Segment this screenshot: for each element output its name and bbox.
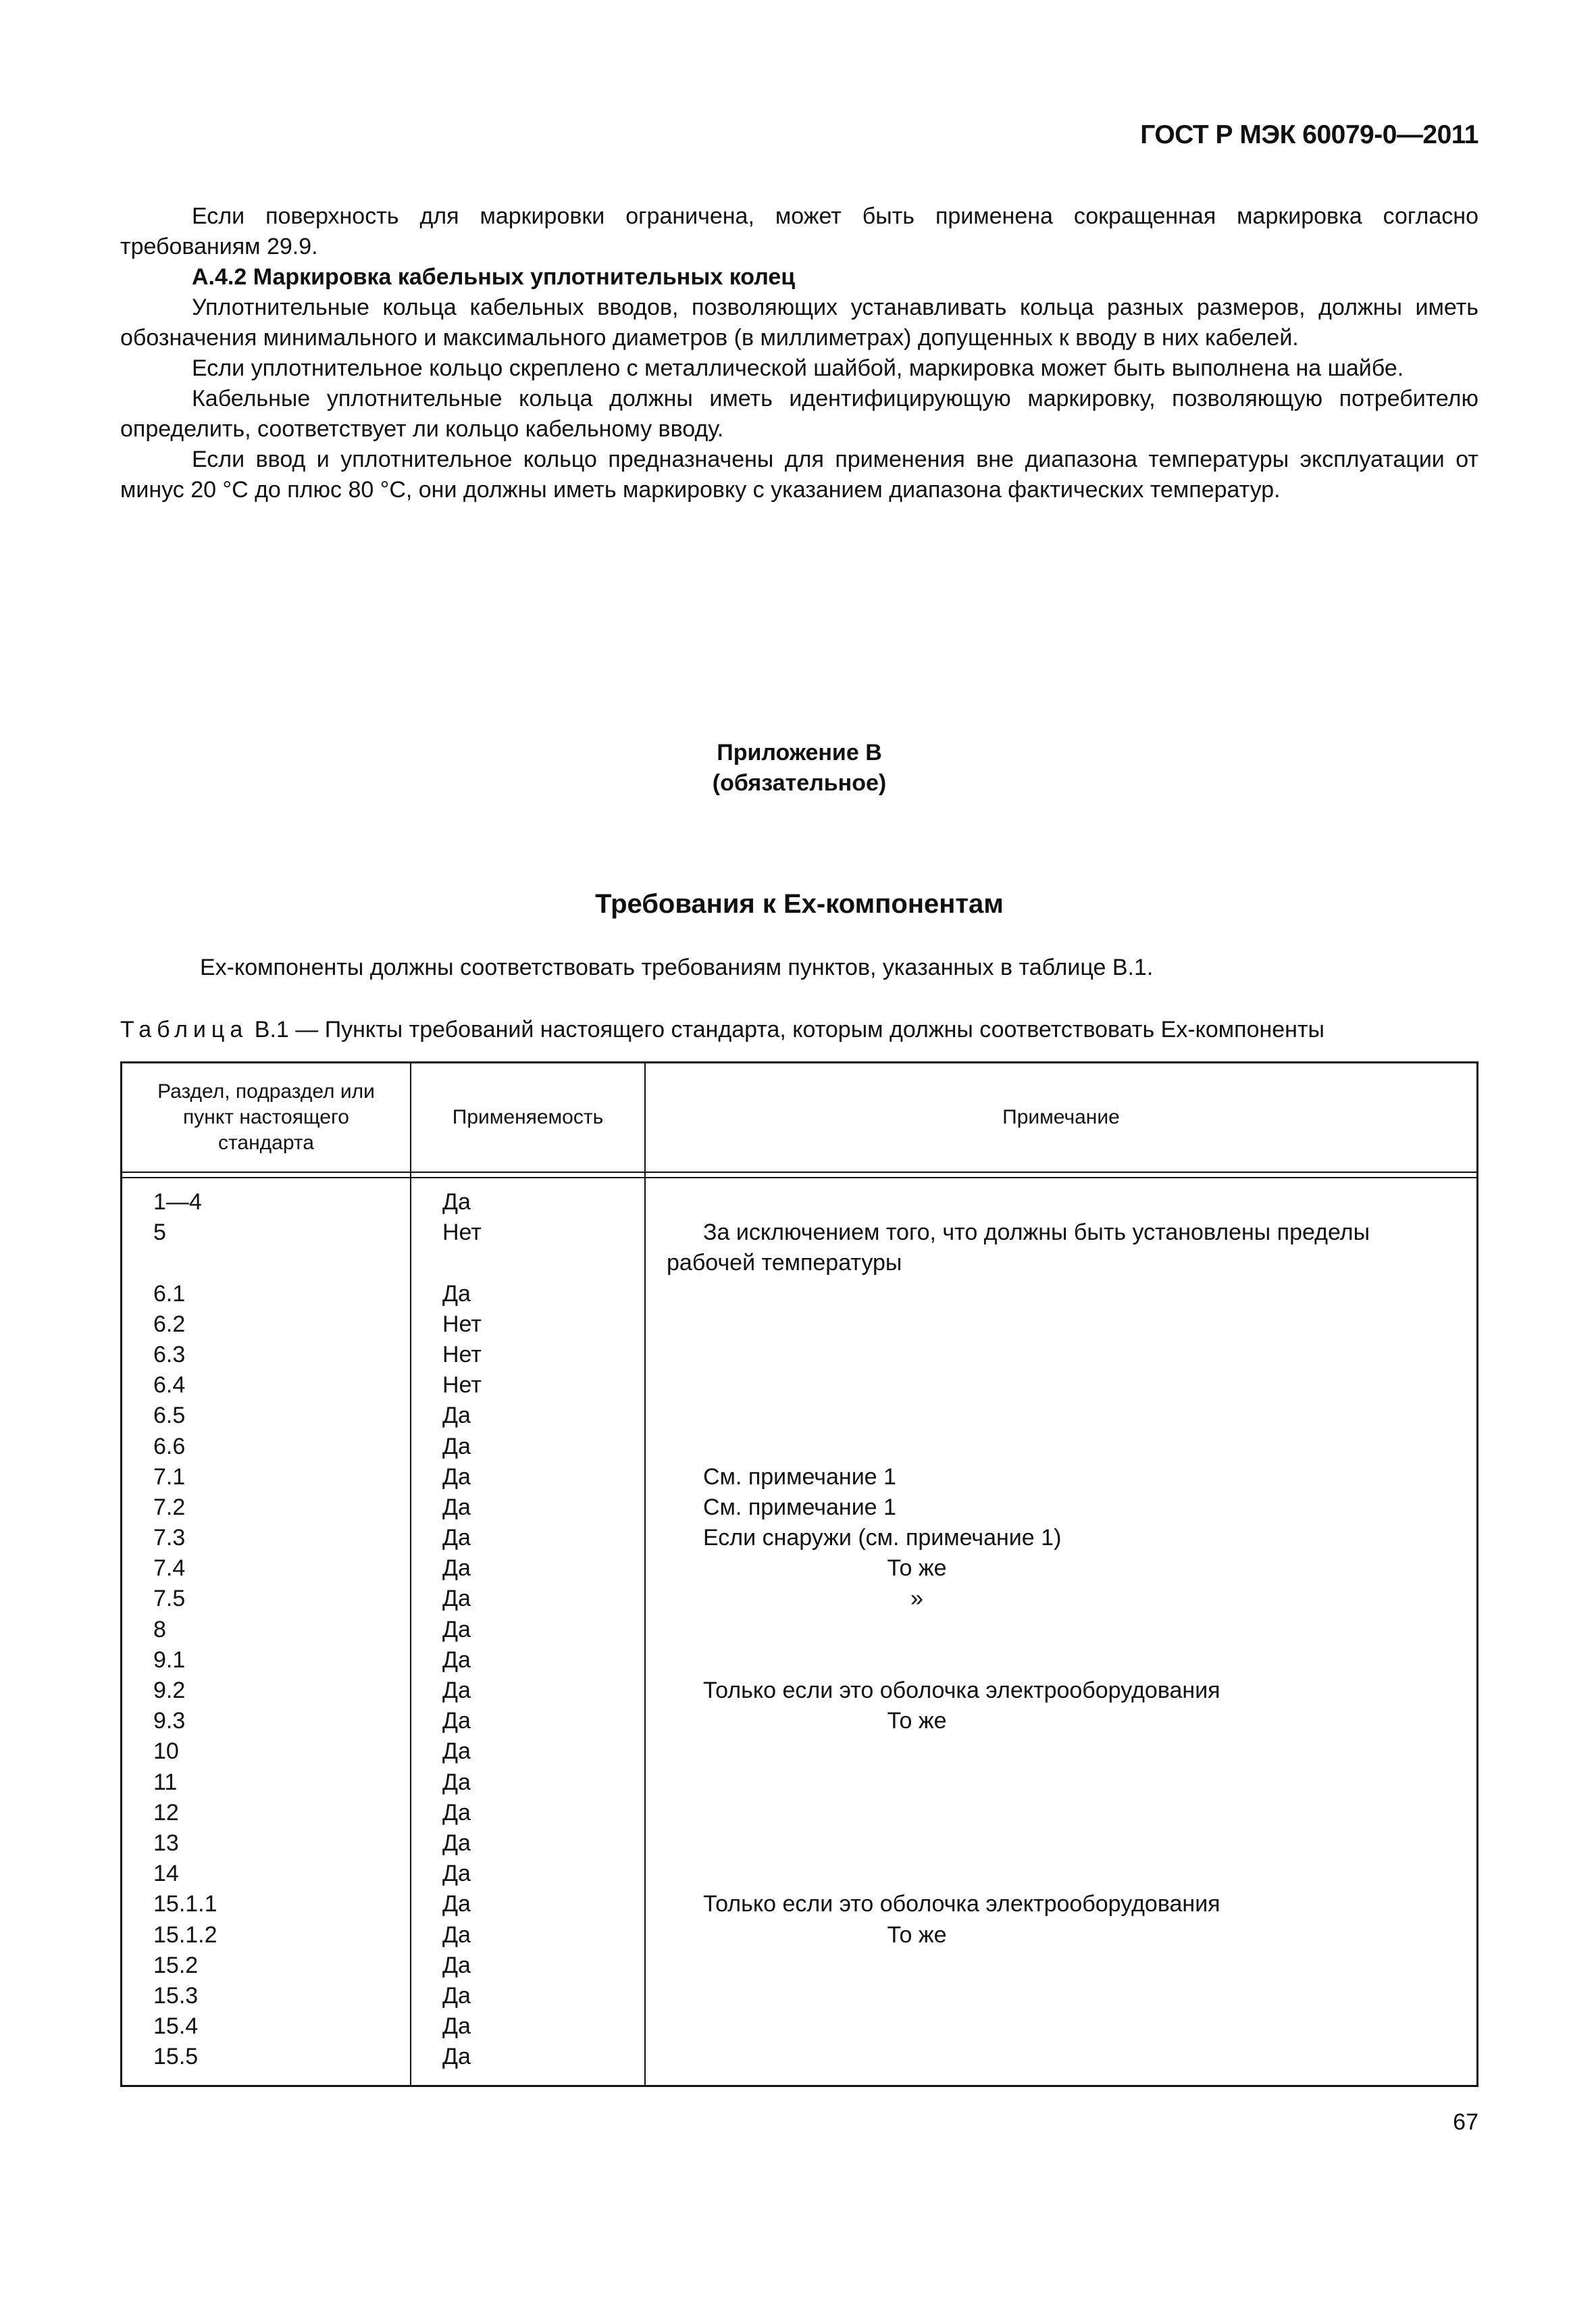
- cell-applicability: Да: [442, 1830, 471, 1856]
- table-row: [122, 1492, 1476, 1523]
- cell-section: 7.5: [153, 1586, 186, 1612]
- cell-applicability: Да: [442, 1891, 471, 1917]
- cell-applicability: Да: [442, 1586, 471, 1612]
- table-row: [122, 1432, 1476, 1462]
- table-row: [122, 1401, 1476, 1431]
- paragraph: Если ввод и уплотнительное кольцо предназначены для применения вне диапазона температуры эксплуатации от минус 20 °С до плюс 80 °С, они должны иметь маркировку с указанием диапазона фактических температур.: [120, 447, 1478, 503]
- cell-applicability: Да: [442, 1280, 471, 1307]
- cell-section: 14: [153, 1861, 179, 1887]
- cell-section: 6.3: [153, 1341, 186, 1367]
- paragraph: Если уплотнительное кольцо скреплено с металлической шайбой, маркировка может быть выполнена на шайбе.: [192, 355, 1404, 381]
- table-row: [122, 1462, 1476, 1492]
- cell-section: 1—4: [153, 1189, 202, 1215]
- cell-applicability: Да: [442, 1678, 471, 1704]
- cell-section: 10: [153, 1738, 179, 1765]
- cell-section: 9.1: [153, 1646, 186, 1673]
- paragraph: Кабельные уплотнительные кольца должны иметь идентифицирующую маркировку, позволяющую потребителю определить, соответствует ли кольцо кабельному вводу.: [120, 386, 1478, 442]
- cell-applicability: Да: [442, 1494, 471, 1520]
- table-row: [122, 1553, 1476, 1584]
- table-row: [122, 1584, 1476, 1614]
- section-title: Требования к Ех-компонентам: [595, 889, 1004, 919]
- table-row: [122, 1340, 1476, 1370]
- cell-applicability: Да: [442, 1738, 471, 1765]
- table-caption-label: Таблица: [120, 1017, 249, 1042]
- cell-note: Только если это оболочка электрооборудования: [703, 1891, 1220, 1917]
- cell-section: 6.2: [153, 1311, 186, 1337]
- table-row: [122, 1523, 1476, 1553]
- table-row: [122, 1217, 1476, 1278]
- cell-applicability: Нет: [442, 1311, 482, 1337]
- cell-applicability: Нет: [442, 1341, 482, 1367]
- cell-applicability: Да: [442, 1769, 471, 1795]
- cell-applicability: Да: [442, 1616, 471, 1642]
- cell-section: 11: [153, 1769, 178, 1795]
- cell-applicability: Нет: [442, 1372, 482, 1399]
- cell-section: 9.3: [153, 1708, 186, 1734]
- table-row: [122, 1279, 1476, 1309]
- cell-section: 6.4: [153, 1372, 186, 1399]
- subsection-heading: А.4.2 Маркировка кабельных уплотнительных колец: [192, 264, 796, 290]
- table-row: [122, 1309, 1476, 1340]
- table-row: [122, 1676, 1476, 1706]
- table-caption: [120, 1017, 1478, 1043]
- cell-section: 15.5: [153, 2044, 199, 2070]
- table-row: [122, 1889, 1476, 1919]
- table-row: [122, 1645, 1476, 1676]
- cell-section: 7.1: [153, 1463, 186, 1490]
- table-row: [122, 1798, 1476, 1828]
- header-section: Раздел, подраздел или пункт настоящего стандарта: [157, 1080, 375, 1154]
- cell-applicability: Да: [442, 1463, 471, 1490]
- cell-note: См. примечание 1: [703, 1494, 896, 1520]
- cell-note: За исключением того, что должны быть установлены пределы рабочей температуры: [667, 1219, 1370, 1276]
- cell-note: См. примечание 1: [703, 1463, 896, 1490]
- cell-applicability: Да: [442, 1921, 471, 1948]
- cell-section: 12: [153, 1799, 179, 1826]
- cell-section: 7.2: [153, 1494, 186, 1520]
- cell-applicability: Да: [442, 1799, 471, 1826]
- table-row: [122, 1187, 1476, 1217]
- cell-section: 15.2: [153, 1952, 199, 1978]
- cell-section: 15.4: [153, 2013, 199, 2040]
- cell-applicability: Да: [442, 1708, 471, 1734]
- table-row: [122, 1981, 1476, 2011]
- cell-section: 6.6: [153, 1433, 186, 1459]
- cell-note: То же: [887, 1555, 947, 1582]
- cell-applicability: Да: [442, 1525, 471, 1551]
- table-row: [122, 1370, 1476, 1401]
- cell-applicability: Нет: [442, 1219, 482, 1246]
- header-applicability: Применяемость: [452, 1106, 604, 1128]
- table-row: [122, 1706, 1476, 1736]
- cell-section: 7.3: [153, 1525, 186, 1551]
- table-row: [122, 1767, 1476, 1798]
- cell-note: Если снаружи (см. примечание 1): [703, 1525, 1062, 1551]
- appendix-status: (обязательное): [712, 770, 887, 796]
- cell-applicability: Да: [442, 1189, 471, 1215]
- cell-applicability: Да: [442, 1952, 471, 1978]
- cell-applicability: Да: [442, 1433, 471, 1459]
- cell-section: 6.1: [153, 1280, 186, 1307]
- cell-applicability: Да: [442, 1861, 471, 1887]
- cell-note: Только если это оболочка электрооборудования: [703, 1678, 1220, 1704]
- table-row: [122, 1828, 1476, 1859]
- requirements-table: [120, 1061, 1478, 2087]
- appendix-heading: [120, 738, 1478, 799]
- table-body: [122, 1187, 1476, 2072]
- table-caption-text: В.1 — Пункты требований настоящего стандарта, которым должны соответствовать Ех-компоненты: [254, 1017, 1324, 1042]
- cell-applicability: Да: [442, 1646, 471, 1673]
- cell-applicability: Да: [442, 2013, 471, 2040]
- cell-applicability: Да: [442, 1982, 471, 2009]
- intro-text: [120, 201, 1478, 505]
- cell-section: 15.1.2: [153, 1921, 217, 1948]
- cell-note: »: [910, 1586, 923, 1612]
- table-row: [122, 2011, 1476, 2042]
- cell-section: 5: [153, 1219, 166, 1246]
- table-row: [122, 1615, 1476, 1645]
- table-row: [122, 1951, 1476, 1981]
- cell-applicability: Да: [442, 2044, 471, 2070]
- cell-applicability: Да: [442, 1555, 471, 1582]
- page-number: 67: [1453, 2109, 1478, 2135]
- cell-section: 15.1.1: [153, 1891, 217, 1917]
- cell-section: 15.3: [153, 1982, 199, 2009]
- cell-section: 13: [153, 1830, 179, 1856]
- paragraph: Уплотнительные кольца кабельных вводов, позволяющих устанавливать кольца разных размеров, должны иметь обозначения минимального и максимального диаметров (в миллиметрах) допущенных к вводу в них кабелей.: [120, 295, 1478, 351]
- cell-note: То же: [887, 1921, 947, 1948]
- cell-applicability: Да: [442, 1403, 471, 1429]
- lead-paragraph: Ех-компоненты должны соответствовать требованиям пунктов, указанных в таблице В.1.: [200, 955, 1154, 980]
- header-divider: [122, 1172, 1476, 1173]
- cell-section: 6.5: [153, 1403, 186, 1429]
- cell-section: 7.4: [153, 1555, 186, 1582]
- appendix-title: Приложение В: [717, 740, 882, 765]
- cell-section: 8: [153, 1616, 166, 1642]
- table-row: [122, 1736, 1476, 1767]
- table-row: [122, 2042, 1476, 2072]
- header-note: Примечание: [1002, 1106, 1120, 1128]
- table-row: [122, 1859, 1476, 1889]
- cell-note: То же: [887, 1708, 947, 1734]
- header-divider: [122, 1177, 1476, 1178]
- paragraph: Если поверхность для маркировки ограничена, может быть применена сокращенная маркировка согласно требованиям 29.9.: [120, 203, 1478, 259]
- table-row: [122, 1920, 1476, 1951]
- document-code: ГОСТ Р МЭК 60079-0—2011: [1140, 120, 1478, 149]
- cell-section: 9.2: [153, 1678, 186, 1704]
